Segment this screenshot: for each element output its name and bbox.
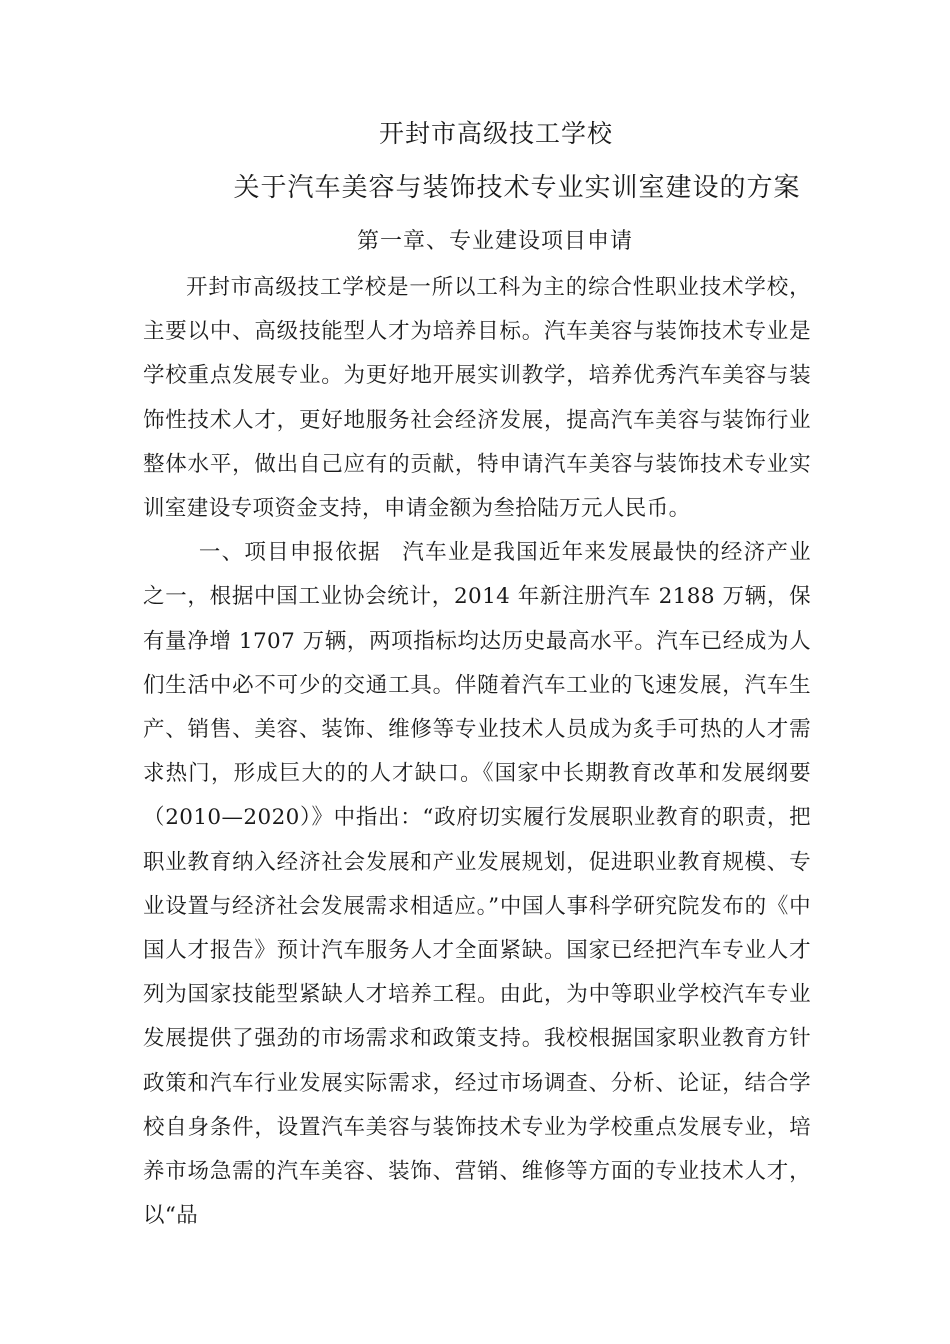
chapter-heading: 第一章、专业建设项目申请 [356, 229, 633, 254]
section-heading-basis: 一、项目申报依据 [198, 540, 381, 566]
document-body [143, 266, 811, 1238]
paragraph-basis [143, 531, 811, 1238]
document-title-school: 开封市高级技工学校 [378, 119, 613, 148]
document-title-plan: 关于汽车美容与装饰技术专业实训室建设的方案 [233, 173, 801, 203]
paragraph-intro: 开封市高级技工学校是一所以工科为主的综合性职业技术学校，主要以中、高级技能型人才为培养目标。汽车美容与装饰技术专业是学校重点发展专业。为更好地开展实训教学，培养优秀汽车美容与装饰性技术人才，更好地服务社会经济发展，提高汽车美容与装饰行业整体水平，做出自己应有的贡献，特申请汽车美容与装饰技术专业实训室建设专项资金支持，申请金额为叁拾陆万元人民币。 [143, 275, 811, 522]
paragraph-basis-text: 汽车业是我国近年来发展最快的经济产业之一，根据中国工业协会统计，2014 年新注册汽车 2188 万辆，保有量净增 1707 万辆，两项指标均达历史最高水平。汽车已经成为人们生活中必不可少的交通工具。伴随着汽车工业的飞速发展，汽车生产、销售、美容、装饰、维修等专业技术人员成为炙手可热的人才需求热门，形成巨大的的人才缺口。《国家中长期教育改革和发展纲要（2010—2020）》中指出：“政府切实履行发展职业教育的职责，把职业教育纳入经济社会发展和产业发展规划，促进职业教育规模、专业设置与经济社会发展需求相适应。”中国人事科学研究院发布的《中国人才报告》预计汽车服务人才全面紧缺。国家已经把汽车专业人才列为国家技能型紧缺人才培养工程。由此，为中等职业学校汽车专业发展提供了强劲的市场需求和政策支持。我校根据国家职业教育方针政策和汽车行业发展实际需求，经过市场调查、分析、论证，结合学校自身条件，设置汽车美容与装饰技术专业为学校重点发展专业，培养市场急需的汽车美容、装饰、营销、维修等方面的专业技术人才，以“品 [143, 540, 812, 1229]
